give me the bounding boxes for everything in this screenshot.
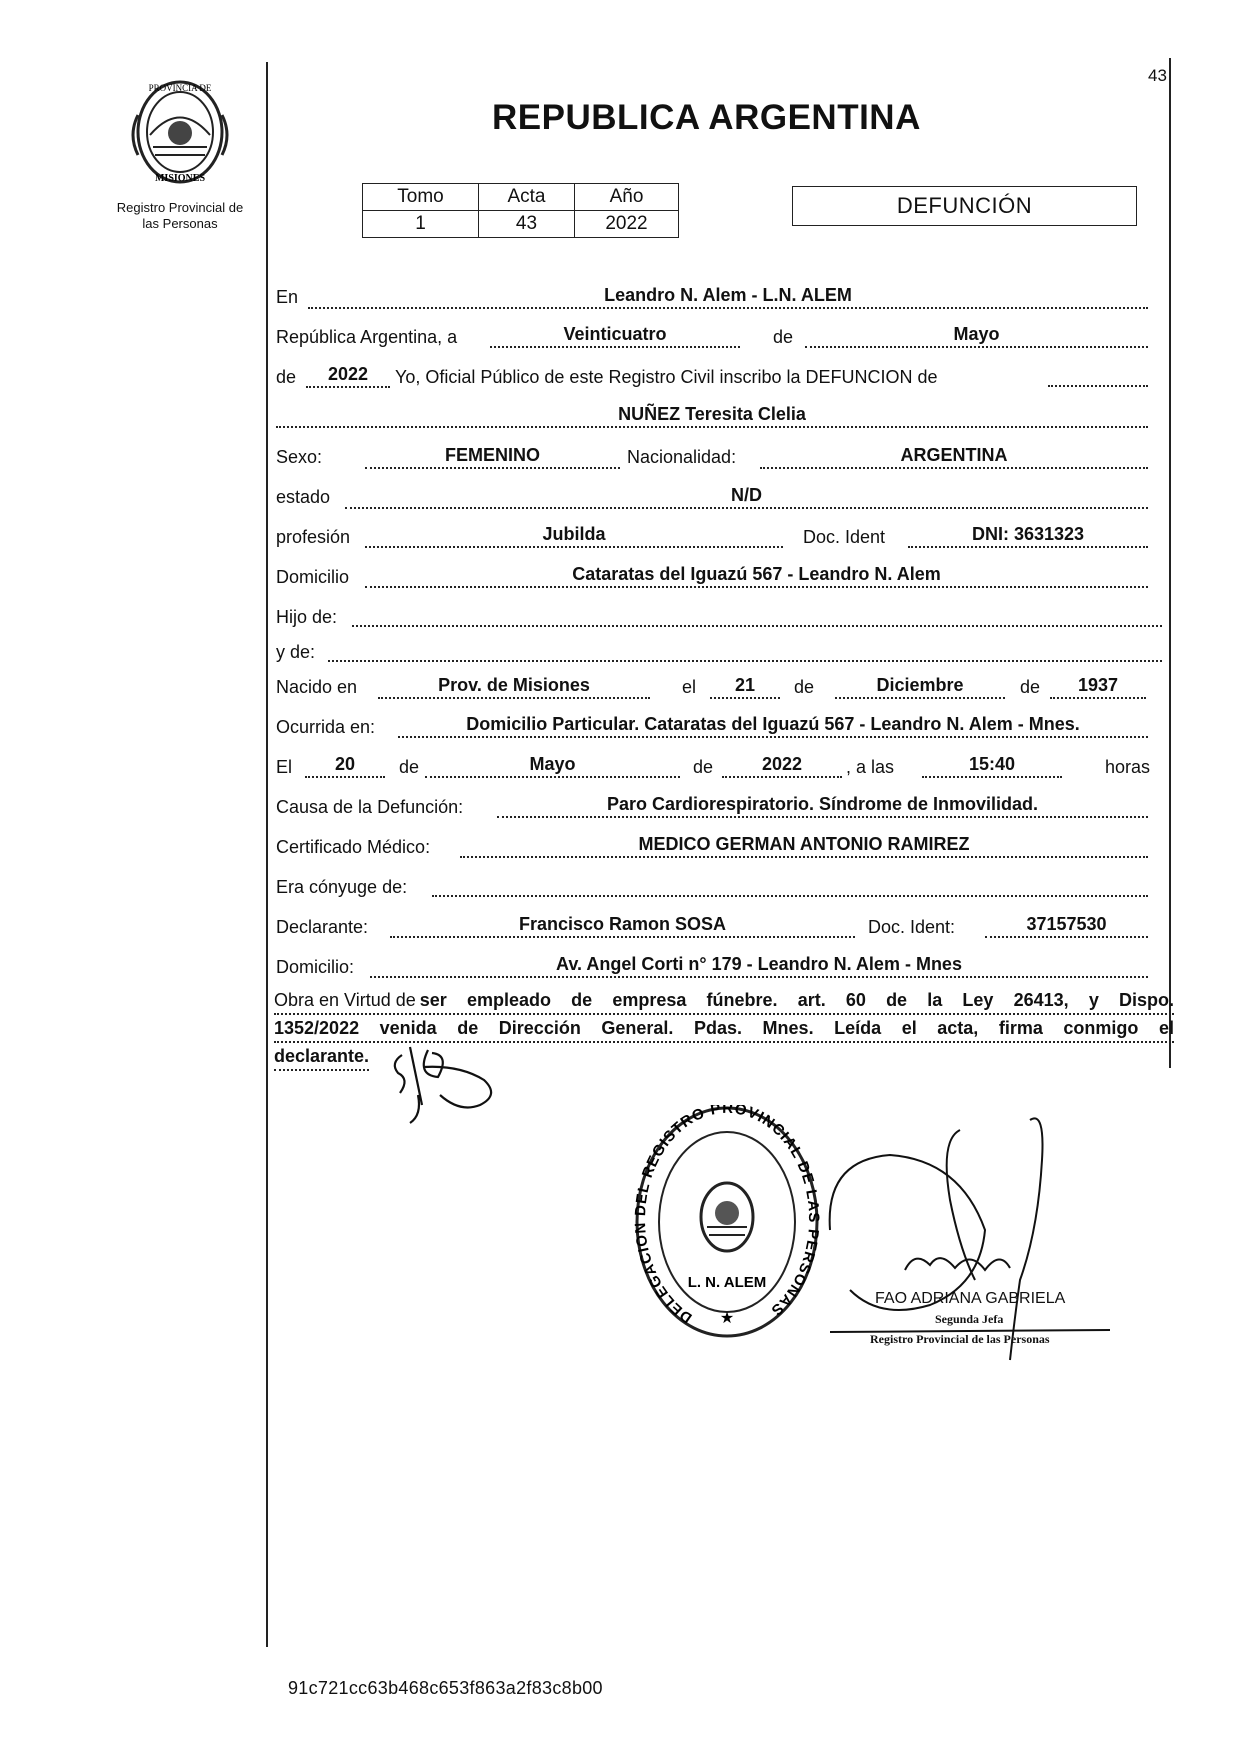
y-de-label: y de: bbox=[276, 642, 316, 662]
obra-line-2: 1352/2022 venida de Dirección General. Pdas. Mnes. Leída el acta, firma conmigo el bbox=[274, 1015, 1174, 1043]
nacionalidad-label: Nacionalidad: bbox=[627, 447, 737, 467]
alas-label: , a las bbox=[846, 757, 895, 777]
obra-line-3: declarante. bbox=[274, 1043, 369, 1071]
decl-doc-label: Doc. Ident: bbox=[868, 917, 956, 937]
official-role: Segunda Jefa bbox=[935, 1312, 1004, 1326]
declarante-value: Francisco Ramon SOSA bbox=[390, 912, 855, 938]
conyuge-line bbox=[432, 895, 1148, 897]
decl-doc-value: 37157530 bbox=[985, 912, 1148, 938]
death-de-label: de bbox=[399, 757, 420, 777]
month-value: Mayo bbox=[805, 322, 1148, 348]
domicilio-value: Cataratas del Iguazú 567 - Leandro N. Alem bbox=[365, 562, 1148, 588]
birth-de-label: de bbox=[794, 677, 815, 697]
seal-bottom-text: MISIONES bbox=[154, 173, 206, 184]
day-text-value: Veinticuatro bbox=[490, 322, 740, 348]
death-de2-label: de bbox=[693, 757, 714, 777]
doc-label: Doc. Ident bbox=[803, 527, 886, 547]
decl-domicilio-value: Av. Angel Corti n° 179 - Leandro N. Alem - Mnes bbox=[370, 952, 1148, 978]
birth-day-value: 21 bbox=[710, 673, 780, 699]
de-label: de bbox=[773, 327, 794, 347]
sexo-label: Sexo: bbox=[276, 447, 323, 467]
page-number: 43 bbox=[1148, 66, 1167, 85]
tomo-label: Tomo bbox=[363, 184, 479, 211]
nacido-en-value: Prov. de Misiones bbox=[378, 673, 650, 699]
yo-text: Yo, Oficial Público de este Registro Civil inscribo la DEFUNCION de bbox=[395, 367, 938, 387]
ocurrida-value: Domicilio Particular. Cataratas del Iguazú 567 - Leandro N. Alem - Mnes. bbox=[398, 712, 1148, 738]
logo-caption bbox=[95, 200, 265, 232]
birth-de2-label: de bbox=[1020, 677, 1041, 697]
birth-month-value: Diciembre bbox=[835, 673, 1005, 699]
obra-label: Obra en Virtud de bbox=[274, 990, 416, 1010]
hora-value: 15:40 bbox=[922, 752, 1062, 778]
certificado-label: Certificado Médico: bbox=[276, 837, 431, 857]
doc-value: DNI: 3631323 bbox=[908, 522, 1148, 548]
ocurrida-label: Ocurrida en: bbox=[276, 717, 376, 737]
republica-label: República Argentina, a bbox=[276, 327, 458, 347]
stamp-center-text: L. N. ALEM bbox=[687, 1274, 767, 1291]
acta-value: 43 bbox=[479, 211, 575, 238]
registry-logo bbox=[120, 75, 240, 190]
left-margin-line bbox=[266, 62, 268, 1647]
nacido-el-label: el bbox=[682, 677, 697, 697]
profesion-value: Jubilda bbox=[365, 522, 783, 548]
declarant-signature bbox=[380, 1035, 510, 1130]
decl-domicilio-label: Domicilio: bbox=[276, 957, 355, 977]
deceased-name-value: NUÑEZ Teresita Clelia bbox=[276, 402, 1148, 428]
declarante-label: Declarante: bbox=[276, 917, 369, 937]
anio-label: Año bbox=[575, 184, 679, 211]
logo-caption-line2: las Personas bbox=[142, 216, 218, 231]
yo-text-trailing-line bbox=[1048, 385, 1148, 387]
right-margin-line bbox=[1169, 58, 1171, 1068]
acta-label: Acta bbox=[479, 184, 575, 211]
seal-top-text: PROVINCIA DE bbox=[148, 83, 212, 93]
official-office: Registro Provincial de las Personas bbox=[870, 1332, 1050, 1346]
en-label: En bbox=[276, 287, 299, 307]
conyuge-label: Era cónyuge de: bbox=[276, 877, 408, 897]
reference-table bbox=[362, 183, 679, 238]
estado-value: N/D bbox=[345, 483, 1148, 509]
estado-label: estado bbox=[276, 487, 331, 507]
logo-caption-line1: Registro Provincial de bbox=[116, 200, 244, 215]
y-de-line bbox=[328, 660, 1162, 662]
death-day-value: 20 bbox=[305, 752, 385, 778]
hijo-label: Hijo de: bbox=[276, 607, 338, 627]
nacido-label: Nacido en bbox=[276, 677, 358, 697]
place-value: Leandro N. Alem - L.N. ALEM bbox=[308, 283, 1148, 309]
death-month-value: Mayo bbox=[425, 752, 680, 778]
record-type-box: DEFUNCIÓN bbox=[792, 186, 1137, 226]
official-name: FAO ADRIANA GABRIELA bbox=[875, 1290, 1066, 1307]
stamp-ring-text: DELEGACION DEL REGISTRO PROVINCIAL DE LAS PERSONAS bbox=[632, 1105, 822, 1327]
obra-line-1: ser empleado de empresa fúnebre. art. 60 de la Ley 26413, y Dispo. bbox=[419, 990, 1174, 1010]
page-title: REPUBLICA ARGENTINA bbox=[492, 98, 921, 137]
tomo-value: 1 bbox=[363, 211, 479, 238]
stamp-star-icon: ★ bbox=[719, 1310, 735, 1327]
causa-value: Paro Cardiorespiratorio. Síndrome de Inmovilidad. bbox=[497, 792, 1148, 818]
El-label: El bbox=[276, 757, 293, 777]
birth-year-value: 1937 bbox=[1050, 673, 1146, 699]
sexo-value: FEMENINO bbox=[365, 443, 620, 469]
profesion-label: profesión bbox=[276, 527, 351, 547]
causa-label: Causa de la Defunción: bbox=[276, 797, 464, 817]
horas-label: horas bbox=[1105, 757, 1151, 777]
domicilio-label: Domicilio bbox=[276, 567, 350, 587]
certificado-value: MEDICO GERMAN ANTONIO RAMIREZ bbox=[460, 832, 1148, 858]
death-year-value: 2022 bbox=[722, 752, 842, 778]
record-year-value: 2022 bbox=[306, 362, 390, 388]
document-hash: 91c721cc63b468c653f863a2f83c8b00 bbox=[288, 1678, 603, 1698]
anio-value: 2022 bbox=[575, 211, 679, 238]
hijo-line bbox=[352, 625, 1162, 627]
de-year-label: de bbox=[276, 367, 297, 387]
nacionalidad-value: ARGENTINA bbox=[760, 443, 1148, 469]
official-stamp bbox=[632, 1105, 822, 1345]
